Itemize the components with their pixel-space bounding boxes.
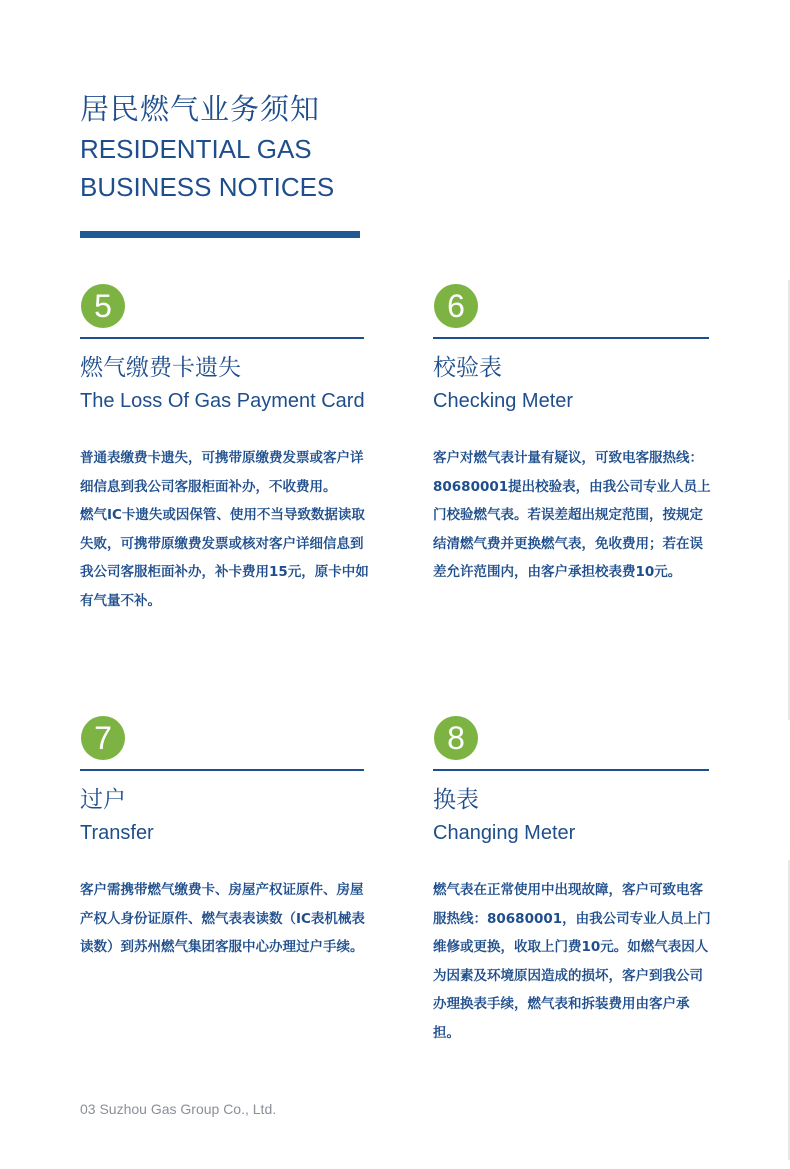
section-divider: [80, 337, 364, 339]
page-title-en-line2: BUSINESS NOTICES: [80, 172, 335, 202]
section-paragraph: 燃气表在正常使用中出现故障，客户可致电客服热线：80680001，由我公司专业人员上门维修或更换，收取上门费10元。如燃气表因人为因素及环境原因造成的损坏，客户到我公司办理换表手续，燃气表和拆装费用由客户承担。: [433, 882, 711, 1041]
section-checking-meter: [433, 284, 723, 587]
section-paragraph: 燃气IC卡遗失或因保管、使用不当导致数据读取失败，可携带原缴费发票或核对客户详细信息到我公司客服柜面补办，补卡费用15元，原卡中如有气量不补。: [80, 507, 369, 609]
page-title-zh: 居民燃气业务须知: [80, 92, 321, 126]
page-footer: 03 Suzhou Gas Group Co., Ltd.: [80, 1101, 277, 1117]
section-body: [80, 876, 372, 962]
page-title-en-line1: RESIDENTIAL GAS: [80, 134, 312, 164]
section-number-badge: 8: [434, 716, 478, 760]
section-divider: [433, 769, 709, 771]
section-divider: [433, 337, 709, 339]
section-title-en: Transfer: [80, 822, 154, 844]
page-header: [80, 88, 400, 206]
section-number-badge: 5: [81, 284, 125, 328]
section-paragraph: 普通表缴费卡遗失，可携带原缴费发票或客户详细信息到我公司客服柜面补办，不收费用。: [80, 450, 364, 495]
section-body: [433, 876, 713, 1048]
section-title-zh: 过户: [80, 787, 126, 813]
section-number-badge: 7: [81, 716, 125, 760]
section-divider: [80, 769, 364, 771]
section-paragraph: 客户需携带燃气缴费卡、房屋产权证原件、房屋产权人身份证原件、燃气表表读数（IC表机械表读数）到苏州燃气集团客服中心办理过户手续。: [80, 882, 365, 956]
section-transfer: [80, 716, 370, 962]
section-title-en: Checking Meter: [433, 390, 574, 412]
section-title-zh: 校验表: [433, 355, 502, 381]
title-underline-bar: [80, 231, 360, 238]
section-body: [80, 444, 372, 616]
section-title-en: Changing Meter: [433, 822, 576, 844]
section-title-zh: 燃气缴费卡遗失: [80, 355, 241, 381]
section-lost-payment-card: [80, 284, 370, 616]
section-title-en: The Loss Of Gas Payment Card: [80, 390, 365, 412]
section-paragraph: 客户对燃气表计量有疑议，可致电客服热线：80680001提出校验表，由我公司专业人员上门校验燃气表。若误差超出规定范围，按规定结清燃气费并更换燃气表，免收费用；若在误差允许范围内，由客户承担校表费10元。: [433, 450, 711, 581]
section-number-badge: 6: [434, 284, 478, 328]
section-body: [433, 444, 713, 587]
section-title-zh: 换表: [433, 787, 479, 813]
section-changing-meter: [433, 716, 723, 1048]
